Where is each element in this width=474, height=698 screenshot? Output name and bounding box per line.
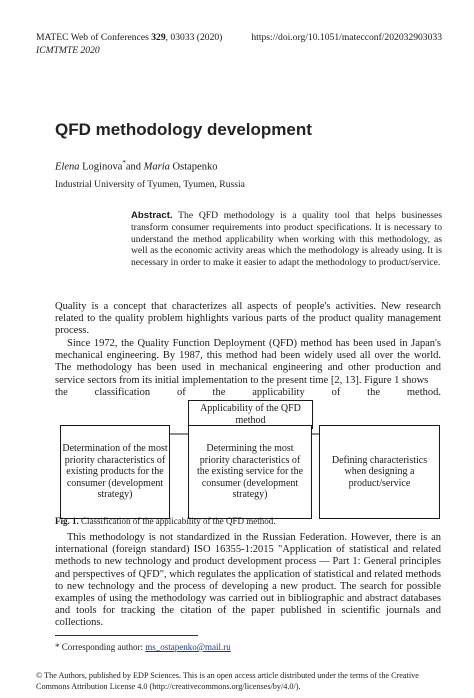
- footnote-label: * Corresponding author:: [55, 642, 146, 652]
- license-notice: © The Authors, published by EDP Sciences. This is an open access article distributed under the terms of the Creative Commons Attribution License 4.0 (http://creativecommons.org/licenses/by/4.0/).: [36, 671, 419, 691]
- abstract-text: The QFD methodology is a quality tool that helps businesses transform consumer requirements into product specifications. It is necessary to understand the method applicability when working with this methodology, as well as the economic activity areas which the methodology is already using. It is necessary in order to make it easier to adapt the methodology to product/service.: [131, 210, 442, 269]
- author-and: and: [125, 161, 144, 173]
- diagram-child-box-2: [188, 425, 312, 519]
- child-3-line-3: product/service: [348, 477, 411, 489]
- diagram-child-box-1: [60, 425, 170, 519]
- child-1-line-2: priority characteristics of: [64, 454, 166, 466]
- root-line-2: method: [235, 414, 266, 426]
- author-2-first: Maria: [143, 161, 170, 173]
- figure-caption-text: Classification of the applicability of the QFD method.: [78, 516, 276, 526]
- doi-link[interactable]: https://doi.org/10.1051/matecconf/202032903033: [251, 32, 442, 43]
- child-2-line-2: priority characteristics of: [199, 454, 301, 466]
- root-line-1: Applicability of the QFD: [200, 402, 301, 414]
- child-3-line-1: Defining characteristics: [331, 454, 428, 466]
- paragraph-2: [55, 338, 441, 399]
- author-1-first: Elena: [55, 161, 80, 173]
- conference-prefix: MATEC Web of Conferences: [36, 32, 149, 43]
- affiliation: Industrial University of Tyumen, Tyumen, Russia: [55, 179, 245, 190]
- paragraph-2-last-line: the classification of the applicability of the method.: [55, 386, 441, 398]
- child-1-line-3: existing products for the: [66, 466, 164, 478]
- conference-acronym: ICMTMTE 2020: [36, 45, 100, 56]
- child-2-line-4: consumer (development: [201, 477, 299, 489]
- child-2-line-1: Determining the most: [206, 443, 294, 455]
- classification-diagram: [60, 398, 440, 520]
- author-2-last: Ostapenko: [169, 161, 218, 173]
- abstract-label: Abstract.: [131, 210, 173, 221]
- paper-title: QFD methodology development: [55, 120, 312, 139]
- figure-caption: [55, 516, 275, 526]
- figure-label: Fig. 1.: [55, 516, 79, 526]
- abstract: [131, 210, 442, 269]
- paragraph-2-text: Since 1972, the Quality Function Deployment (QFD) method has been used in Japan's mechanical engineering. By 1987, this method had been widely used all over the world. The methodology has been used in mechanical engineering and other production and service sectors from its initial implementation to the present time [2, 13]. Figure 1 shows: [55, 338, 441, 386]
- author-1-last: Loginova: [79, 161, 123, 173]
- child-1-line-4: consumer (development: [66, 477, 164, 489]
- running-header-left: [36, 31, 222, 57]
- child-1-line-1: Determination of the most: [62, 443, 168, 455]
- child-1-line-5: strategy): [97, 489, 133, 501]
- conference-volume: 329: [151, 32, 166, 43]
- footnote-divider: [55, 635, 198, 636]
- child-2-line-5: strategy): [232, 489, 268, 501]
- author-email-link[interactable]: ms_ostapenko@mail.ru: [145, 642, 231, 652]
- child-3-line-2: when designing a: [344, 466, 415, 478]
- paragraph-1: Quality is a concept that characterizes all aspects of people's activities. New research related to the quality problem highlights various parts of the product quality management process.: [55, 301, 441, 337]
- footnote: [55, 642, 231, 652]
- diagram-child-box-3: [319, 425, 440, 519]
- child-2-line-3: the existing service for the: [196, 466, 304, 478]
- corresponding-marker: *: [122, 159, 126, 167]
- paragraph-3: This methodology is not standardized in the Russian Federation. However, there is an international (foreign standard) ISO 16355-1:2015 "Application of statistical and related methods to new technology and product development process — Part 1: General principles and perspectives of QFD", which regulates the application of statistical and related methods to new technology and the process of developing a new product. The search for possible examples of using the methodology was carried out in bibliographic and abstract databases and tools for tracking the citation of the paper published in scientific journals and collections.: [55, 532, 441, 629]
- author-list: [55, 159, 217, 173]
- conference-suffix: , 03033 (2020): [165, 32, 223, 43]
